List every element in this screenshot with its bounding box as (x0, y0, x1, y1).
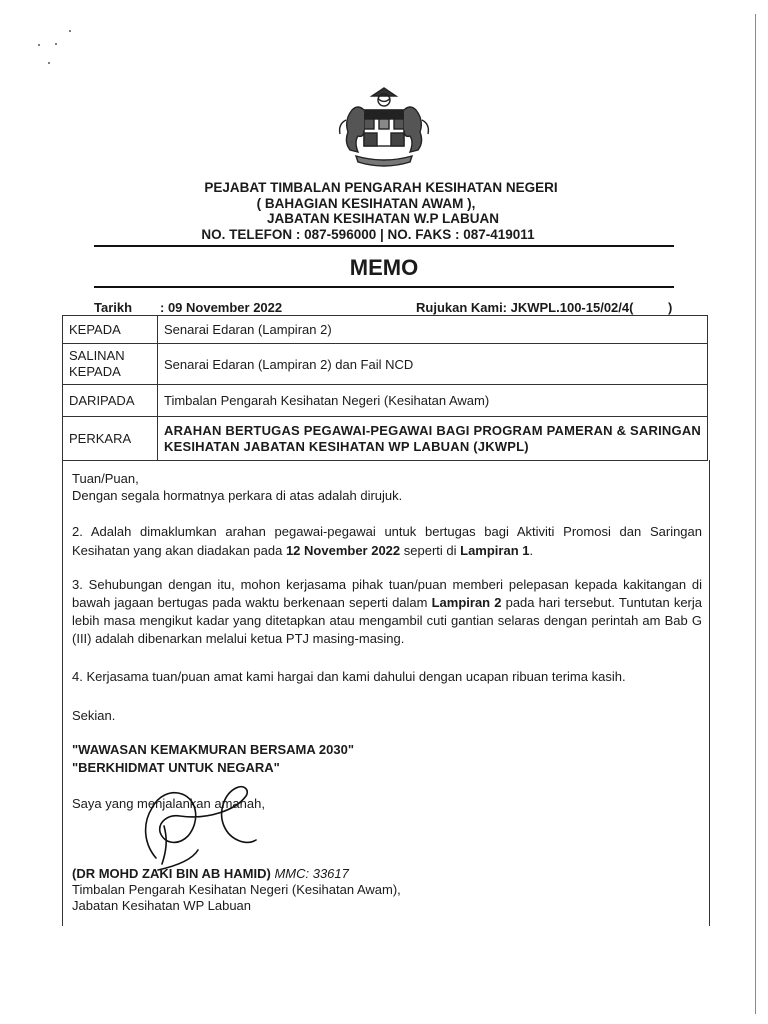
reference-number: Rujukan Kami: JKWPL.100-15/02/4( (416, 300, 634, 315)
signatory-mmc: MMC: 33617 (274, 866, 349, 881)
para2-text: 2. Adalah dimaklumkan arahan pegawai-pegawai untuk bertugas bagi Aktiviti Promosi dan Saringan Kesihatan yang akan diadakan pada (72, 524, 702, 558)
para2-text: . (529, 543, 534, 558)
divider-top (94, 245, 674, 247)
para3-text: pada hari tersebut. Tuntutan kerja lebih masa mengikut kadar yang ditetapkan atau mengambil cuti gantian selaras dengan perintah am Bab G (III) adalah dibenarkan melalui ketua PTJ masing-masing. (72, 595, 703, 646)
slogan-berkhidmat: "BERKHIDMAT UNTUK NEGARA" (72, 760, 280, 775)
letterhead-office: PEJABAT TIMBALAN PENGARAH KESIHATAN NEGERI (204, 180, 558, 195)
scan-speck (38, 44, 40, 46)
opening-line: Dengan segala hormatnya perkara di atas adalah dirujuk. (72, 488, 403, 503)
row-label-kepada: KEPADA (63, 316, 158, 344)
table-row (63, 344, 708, 385)
row-label-daripada: DARIPADA (63, 385, 158, 417)
para2-text: seperti di (400, 543, 461, 558)
scan-speck (55, 43, 57, 45)
signatory-name: (DR MOHD ZAKI BIN AB HAMID) (72, 866, 271, 881)
table-row (63, 385, 708, 417)
row-label-perkara: PERKARA (63, 417, 158, 461)
row-value-perkara: ARAHAN BERTUGAS PEGAWAI-PEGAWAI BAGI PROGRAM PAMERAN & SARINGAN KESIHATAN JABATAN KESIHATAN WP LABUAN (JKWPL) (158, 417, 708, 461)
attachment-2-ref: Lampiran 2 (431, 595, 502, 610)
handwritten-signature (138, 766, 268, 878)
signatory-department: Jabatan Kesihatan WP Labuan (72, 898, 252, 913)
row-value-daripada: Timbalan Pengarah Kesihatan Negeri (Kesihatan Awam) (158, 385, 708, 417)
reference-close: ) (668, 300, 673, 315)
signatory-name-line (72, 866, 349, 882)
divider-bottom (94, 286, 674, 288)
paragraph-3 (72, 576, 702, 648)
letterhead-division: ( BAHAGIAN KESIHATAN AWAM ), (256, 196, 476, 211)
letterhead-contact: NO. TELEFON : 087-596000 | NO. FAKS : 087-419011 (201, 227, 535, 242)
date-label: Tarikh (94, 300, 133, 315)
table-row (63, 417, 708, 461)
table-row (63, 316, 708, 344)
trust-line: Saya yang menjalankan amanah, (72, 796, 265, 811)
signatory-position: Timbalan Pengarah Kesihatan Negeri (Kesihatan Awam), (72, 882, 401, 897)
para3-text: 3. Sehubungan dengan itu, mohon kerjasama pihak tuan/puan memberi pelepasan kepada kakitangan di bawah jagaan bertugas pada waktu berkenaan seperti dalam (72, 577, 702, 610)
attachment-1-ref: Lampiran 1 (460, 543, 530, 558)
memo-title: MEMO (349, 255, 419, 280)
slogan-wawasan: "WAWASAN KEMAKMURAN BERSAMA 2030" (72, 742, 354, 757)
event-date: 12 November 2022 (285, 543, 401, 558)
paragraph-4: 4. Kerjasama tuan/puan amat kami hargai dan kami dahului dengan ucapan ribuan terima kasih. (72, 669, 626, 684)
date-value: : 09 November 2022 (160, 300, 283, 315)
memo-header-table (62, 315, 708, 461)
coat-of-arms-logo (328, 86, 440, 170)
salutation: Tuan/Puan, (72, 471, 139, 486)
scan-speck (48, 62, 50, 64)
row-value-salinan: Senarai Edaran (Lampiran 2) dan Fail NCD (158, 344, 708, 385)
paragraph-2 (72, 522, 702, 560)
scan-margin-line (755, 14, 756, 1014)
scan-speck (69, 30, 71, 32)
closing: Sekian. (72, 708, 116, 723)
letterhead-department: JABATAN KESIHATAN W.P LABUAN (267, 211, 499, 226)
row-label-salinan: SALINAN KEPADA (63, 344, 158, 385)
row-value-kepada: Senarai Edaran (Lampiran 2) (158, 316, 708, 344)
